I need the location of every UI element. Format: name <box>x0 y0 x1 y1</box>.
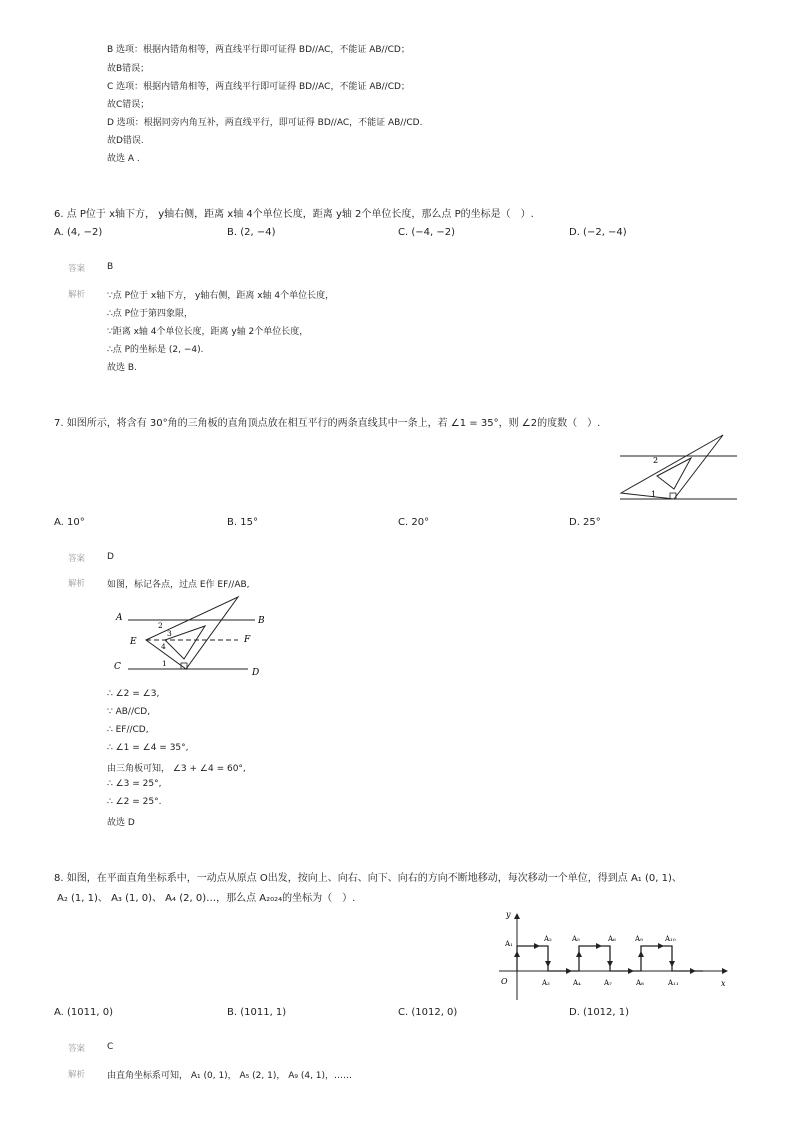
analysis-line: 故D错误. <box>107 136 144 146</box>
analysis-line: 故C错误； <box>107 100 150 110</box>
angle-label-2: 2 <box>653 456 659 465</box>
angle-label-3: 3 <box>167 629 172 638</box>
option-c[interactable]: C. (−4, −2) <box>398 227 455 238</box>
analysis-line: ∴ ∠1 = ∠4 = 35°, <box>107 743 189 753</box>
option-d[interactable]: D. (−2, −4) <box>569 227 627 238</box>
point-label-a5: A₅ <box>572 935 580 943</box>
point-label-a11: A₁₁ <box>668 979 679 987</box>
analysis-line: 故选 B. <box>107 363 137 373</box>
option-a[interactable]: A. (4, −2) <box>54 227 103 238</box>
coordinate-path-figure <box>495 908 735 1004</box>
point-label-b: B <box>258 616 265 626</box>
option-a[interactable]: A. (1011, 0) <box>54 1007 113 1018</box>
option-c[interactable]: C. (1012, 0) <box>398 1007 458 1018</box>
angle-label-2: 2 <box>158 621 163 630</box>
analysis-line: ∵点 P位于 x轴下方， y轴右侧，距离 x轴 4个单位长度， <box>107 291 335 301</box>
option-b[interactable]: B. (2, −4) <box>227 227 276 238</box>
analysis-label: 解析 <box>68 290 86 300</box>
labeled-geometry-figure <box>110 592 270 680</box>
option-b[interactable]: B. (1011, 1) <box>227 1007 287 1018</box>
analysis-line: ∴ ∠3 = 25°, <box>107 779 162 789</box>
analysis-line: 由直角坐标系可知， A₁ (0, 1)， A₅ (2, 1)， A₉ (4, 1)，…… <box>107 1071 353 1081</box>
question-text: 7. 如图所示，将含有 30°角的三角板的直角顶点放在相互平行的两条直线其中一条上，若 ∠1 = 35°，则 ∠2的度数（ ）. <box>54 418 601 429</box>
answer-value: C <box>107 1042 114 1052</box>
point-label-a4: A₄ <box>573 979 581 987</box>
answer-label: 答案 <box>68 264 86 274</box>
analysis-line: 由三角板可知， ∠3 + ∠4 = 60°, <box>107 764 246 774</box>
point-label-a7: A₇ <box>604 979 612 987</box>
analysis-intro: 如图，标记各点，过点 E作 EF//AB, <box>107 580 250 590</box>
analysis-line: 故B错误； <box>107 64 150 74</box>
answer-value: D <box>107 552 114 562</box>
question-text-line1: 8. 如图，在平面直角坐标系中，一动点从原点 O出发，按向上、向右、向下、向右的方向不断地移动，每次移动一个单位，得到点 A₁ (0, 1)、 <box>54 873 682 884</box>
option-c[interactable]: C. 20° <box>398 517 430 528</box>
option-a[interactable]: A. 10° <box>54 517 85 528</box>
analysis-line: ∴ ∠2 = 25°. <box>107 797 162 807</box>
point-label-f: F <box>244 635 251 645</box>
angle-label-4: 4 <box>161 642 166 651</box>
analysis-line: D 选项：根据同旁内角互补，两直线平行，即可证得 BD//AC，不能证 AB//CD. <box>107 118 423 128</box>
answer-value: B <box>107 262 114 272</box>
point-label-a3: A₃ <box>542 979 550 987</box>
point-label-d: D <box>252 668 260 678</box>
point-label-a: A <box>116 613 123 623</box>
option-d[interactable]: D. 25° <box>569 517 601 528</box>
analysis-line: C 选项：根据内错角相等，两直线平行即可证得 BD//AC，不能证 AB//CD； <box>107 82 410 92</box>
x-axis-label: x <box>721 979 726 988</box>
analysis-line: ∴ ∠2 = ∠3, <box>107 689 160 699</box>
analysis-line: ∵距离 x轴 4个单位长度，距离 y轴 2个单位长度， <box>107 327 309 337</box>
analysis-line: ∵ AB//CD, <box>107 707 151 717</box>
analysis-line: B 选项：根据内错角相等，两直线平行即可证得 BD//AC，不能证 AB//CD； <box>107 45 410 55</box>
question-text: 6. 点 P位于 x轴下方， y轴右侧，距离 x轴 4个单位长度，距离 y轴 2个单位长度，那么点 P的坐标是（ ）. <box>54 209 534 220</box>
question-text-line2: A₂ (1, 1)、 A₃ (1, 0)、 A₄ (2, 0)…，那么点 A₂₀₂₄的坐标为（ ）. <box>57 893 356 904</box>
option-b[interactable]: B. 15° <box>227 517 258 528</box>
point-label-a1: A₁ <box>505 940 513 948</box>
point-label-e: E <box>130 637 137 647</box>
point-label-a2: A₂ <box>544 935 552 943</box>
analysis-line: ∴点 P的坐标是 (2, −4). <box>107 345 204 355</box>
analysis-line: ∴ EF//CD, <box>107 725 149 735</box>
point-label-a6: A₆ <box>608 935 616 943</box>
analysis-line: 故选 A . <box>107 154 140 164</box>
point-label-a8: A₈ <box>636 979 644 987</box>
origin-label: O <box>501 977 508 986</box>
option-d[interactable]: D. (1012, 1) <box>569 1007 630 1018</box>
answer-label: 答案 <box>68 554 86 564</box>
analysis-line: ∴点 P位于第四象限， <box>107 309 194 319</box>
point-label-a10: A₁₀ <box>665 935 676 943</box>
analysis-label: 解析 <box>68 1070 86 1080</box>
point-label-c: C <box>114 662 121 672</box>
point-label-a9: A₉ <box>635 935 643 943</box>
angle-label-1: 1 <box>162 659 167 668</box>
triangle-ruler-figure <box>615 430 740 505</box>
analysis-line: 故选 D <box>107 818 135 828</box>
angle-label-1: 1 <box>651 490 657 499</box>
analysis-label: 解析 <box>68 579 86 589</box>
y-axis-label: y <box>506 910 511 919</box>
answer-label: 答案 <box>68 1044 86 1054</box>
